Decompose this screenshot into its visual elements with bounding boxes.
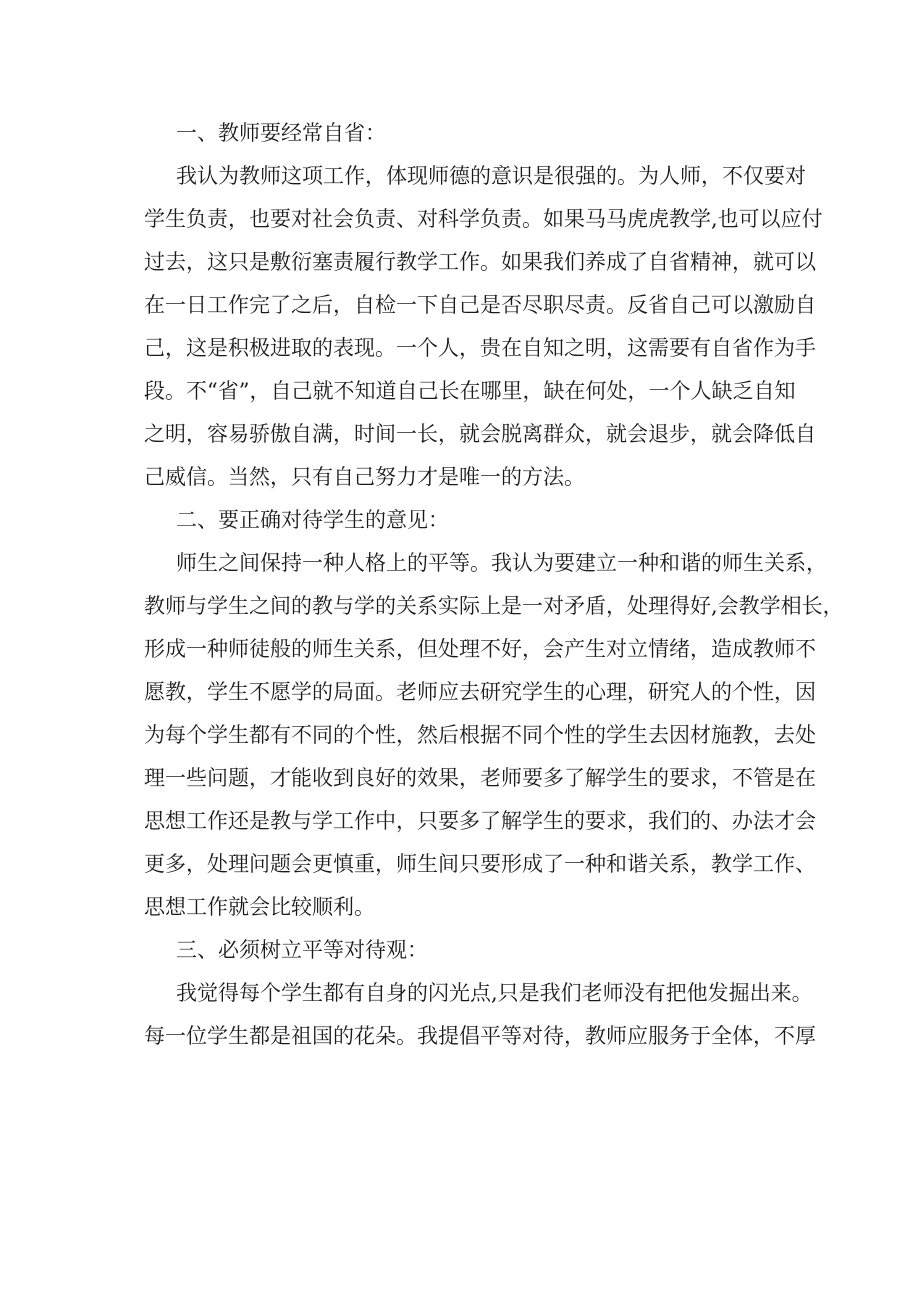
paragraph-line: 思想工作就会比较顺利。 (144, 895, 375, 919)
paragraph-line: 己威信。当然，只有自己努力才是唯一的方法。 (144, 465, 585, 489)
paragraph-line: 思想工作还是教与学工作中，只要多了解学生的要求，我们的、办法才会 (144, 809, 816, 833)
section-heading-3: 三、必须树立平等对待观： (176, 938, 428, 962)
paragraph-line: 为每个学生都有不同的个性，然后根据不同个性的学生去因材施教，去处 (144, 723, 816, 747)
paragraph-line: 己，这是积极进取的表现。一个人，贵在自知之明，这需要有自省作为手 (144, 336, 816, 360)
section-heading-1: 一、教师要经常自省： (176, 121, 386, 145)
paragraph-line: 过去，这只是敷衍塞责履行教学工作。如果我们养成了自省精神，就可以 (144, 250, 816, 274)
section-1-paragraph (144, 155, 823, 499)
paragraph-line: 我认为教师这项工作，体现师德的意识是很强的。为人师，不仅要对 (176, 164, 806, 188)
paragraph-line: 学生负责，也要对社会负责、对科学负责。如果马马虎虎教学,也可以应付 (144, 207, 823, 231)
section-3-paragraph (144, 972, 816, 1058)
paragraph-line: 教师与学生之间的教与学的关系实际上是一对矛盾，处理得好,会教学相长， (144, 594, 844, 618)
paragraph-line: 形成一种师徒般的师生关系，但处理不好，会产生对立情绪，造成教师不 (144, 637, 816, 661)
paragraph-line: 每一位学生都是祖国的花朵。我提倡平等对待，教师应服务于全体，不厚 (144, 1024, 816, 1048)
paragraph-line: 更多，处理问题会更慎重，师生间只要形成了一种和谐关系，教学工作、 (144, 852, 816, 876)
section-2-paragraph (144, 542, 844, 929)
paragraph-line: 在一日工作完了之后，自检一下自己是否尽职尽责。反省自己可以激励自 (144, 293, 816, 317)
paragraph-line: 愿教，学生不愿学的局面。老师应去研究学生的心理，研究人的个性，因 (144, 680, 816, 704)
paragraph-line: 理一些问题，才能收到良好的效果，老师要多了解学生的要求，不管是在 (144, 766, 816, 790)
paragraph-line: 之明，容易骄傲自满，时间一长，就会脱离群众，就会退步，就会降低自 (144, 422, 816, 446)
paragraph-line: 师生之间保持一种人格上的平等。我认为要建立一种和谐的师生关系， (176, 551, 827, 575)
document-body (144, 112, 844, 1058)
section-heading-2: 二、要正确对待学生的意见： (176, 508, 449, 532)
paragraph-line: 段。不“省”，自己就不知道自己长在哪里，缺在何处，一个人缺乏自知 (144, 379, 796, 403)
paragraph-line: 我觉得每个学生都有自身的闪光点,只是我们老师没有把他发掘出来。 (176, 981, 813, 1005)
